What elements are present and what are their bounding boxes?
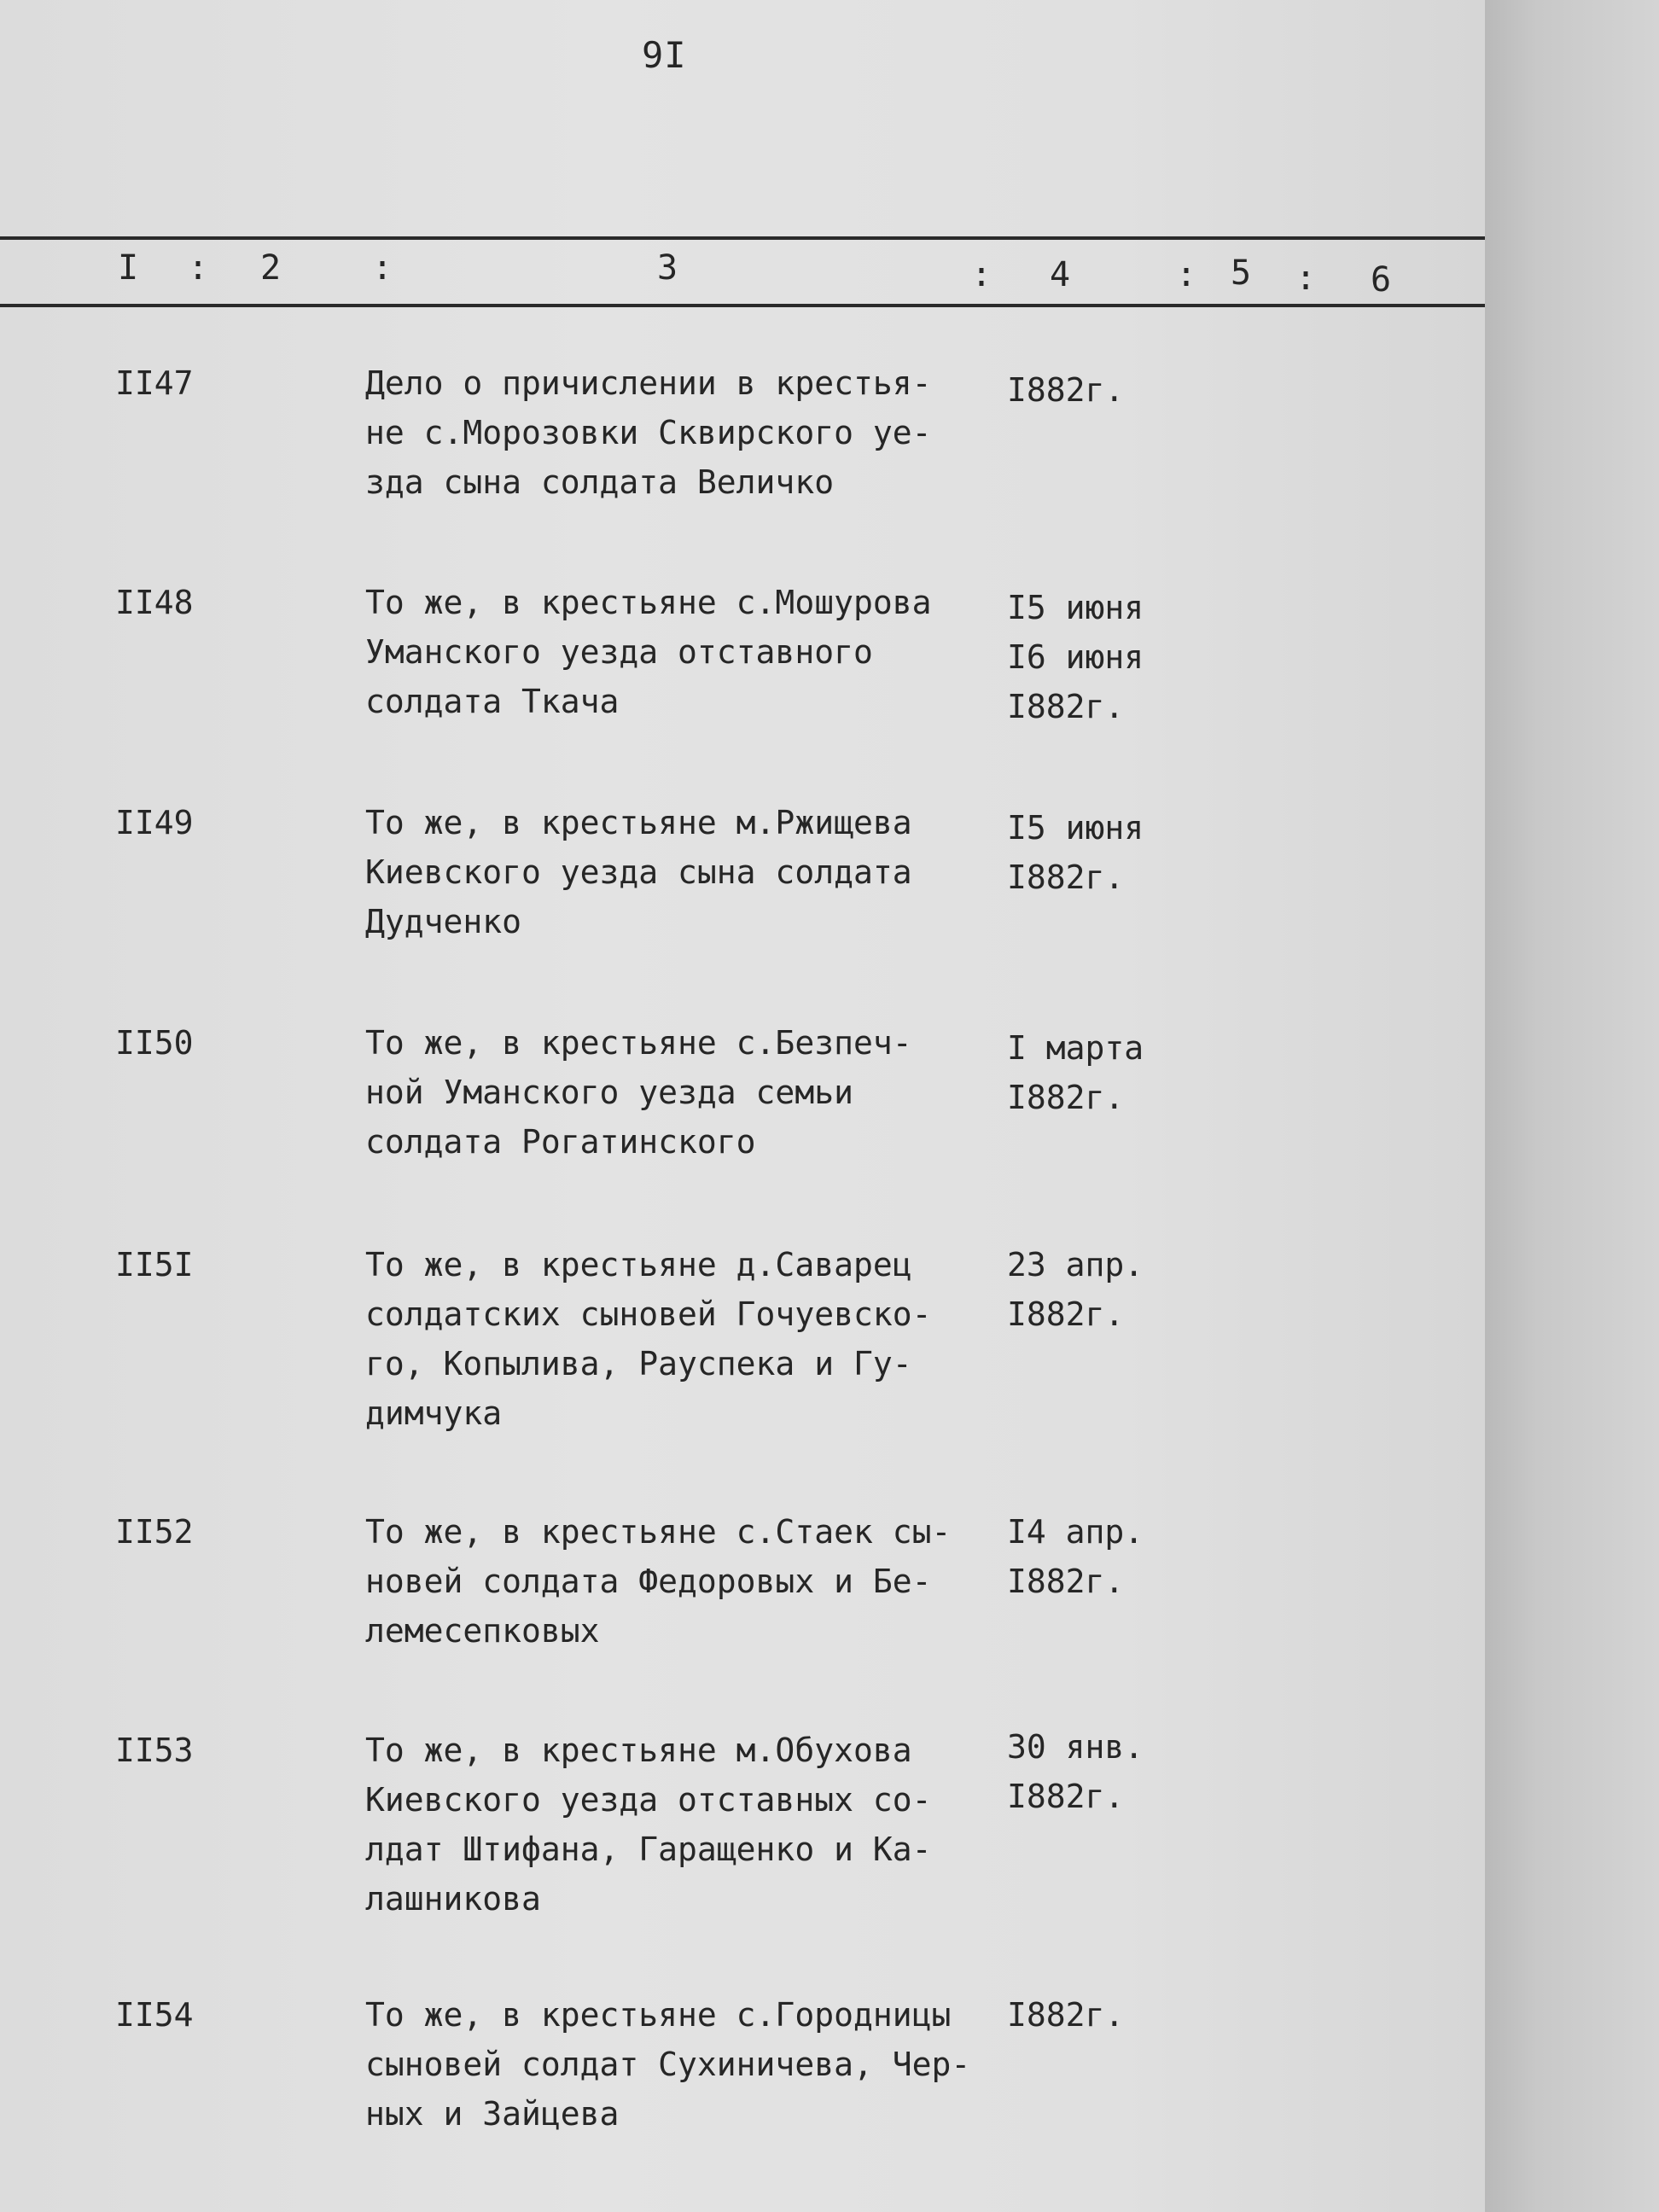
description-line: То же, в крестьяне с.Мошурова xyxy=(365,584,932,621)
case-number: II47 xyxy=(115,364,194,402)
description-line: го, Копылива, Рауспека и Гу- xyxy=(365,1345,912,1382)
case-date xyxy=(1007,583,1178,731)
description-line: Киевского уезда отставных со- xyxy=(365,1781,932,1819)
description-line: солдата Ткача xyxy=(365,683,620,720)
case-description xyxy=(365,798,1014,946)
description-line: зда сына солдата Величко xyxy=(365,463,835,501)
page-number: 9I xyxy=(642,34,687,76)
case-description xyxy=(365,1990,1014,2139)
description-line: солдатских сыновей Гочуевско- xyxy=(365,1295,932,1333)
description-line: сыновей солдат Сухиничева, Чер- xyxy=(365,2046,971,2083)
date-line: I882г. xyxy=(1007,371,1125,409)
description-line: лашникова xyxy=(365,1880,541,1918)
case-number: II48 xyxy=(115,584,194,621)
header-col-2: 2 xyxy=(260,248,282,288)
page-edge-shadow xyxy=(1485,0,1659,2212)
header-col-3: 3 xyxy=(657,248,678,288)
case-date xyxy=(1007,1240,1178,1339)
description-line: То же, в крестьяне с.Стаек сы- xyxy=(365,1513,952,1551)
header-col-5: 5 xyxy=(1231,253,1252,293)
date-line: I4 апр. xyxy=(1007,1513,1144,1551)
description-line: Дело о причислении в крестья- xyxy=(365,364,932,402)
date-line: I882г. xyxy=(1007,1079,1125,1116)
description-line: Уманского уезда отставного xyxy=(365,633,873,671)
description-line: лдат Штифана, Гаращенко и Ка- xyxy=(365,1831,932,1868)
date-line: I882г. xyxy=(1007,1778,1125,1815)
case-number: II52 xyxy=(115,1513,194,1551)
description-line: солдата Рогатинского xyxy=(365,1123,756,1161)
case-number: II53 xyxy=(115,1732,194,1769)
description-line: Киевского уезда сына солдата xyxy=(365,853,912,891)
date-line: I882г. xyxy=(1007,859,1125,896)
description-line: ной Уманского уезда семьи xyxy=(365,1074,853,1111)
header-separator-1: : xyxy=(188,248,209,288)
case-description xyxy=(365,1726,1014,1924)
case-number: II54 xyxy=(115,1996,194,2034)
description-line: новей солдата Федоровых и Бе- xyxy=(365,1563,932,1600)
case-description xyxy=(365,358,1014,507)
case-date xyxy=(1007,1722,1178,1821)
case-date xyxy=(1007,1990,1178,2040)
case-number: II5I xyxy=(115,1246,194,1284)
header-col-6: 6 xyxy=(1371,260,1392,300)
header-col-1: I xyxy=(118,248,139,288)
date-line: I882г. xyxy=(1007,688,1125,725)
case-date xyxy=(1007,1507,1178,1606)
table-header-bottom-rule xyxy=(0,304,1485,307)
description-line: То же, в крестьяне м.Ржищева xyxy=(365,804,912,841)
case-description xyxy=(365,1018,1014,1167)
description-line: То же, в крестьяне с.Городницы xyxy=(365,1996,952,2034)
date-line: I882г. xyxy=(1007,1996,1125,2034)
case-date xyxy=(1007,803,1178,902)
table-header-top-rule xyxy=(0,236,1485,240)
header-col-4: 4 xyxy=(1050,255,1071,294)
case-date xyxy=(1007,365,1178,415)
case-date xyxy=(1007,1023,1178,1122)
date-line: I882г. xyxy=(1007,1563,1125,1600)
date-line: I марта xyxy=(1007,1029,1144,1067)
description-line: Дудченко xyxy=(365,903,522,940)
description-line: То же, в крестьяне м.Обухова xyxy=(365,1732,912,1769)
description-line: не с.Морозовки Сквирского уе- xyxy=(365,414,932,451)
description-line: димчука xyxy=(365,1394,503,1432)
date-line: I5 июня xyxy=(1007,589,1144,626)
description-line: То же, в крестьяне д.Саварец xyxy=(365,1246,912,1284)
description-line: лемесепковых xyxy=(365,1612,600,1650)
date-line: 23 апр. xyxy=(1007,1246,1144,1284)
header-separator-3: : xyxy=(971,255,992,294)
date-line: I6 июня xyxy=(1007,638,1144,676)
case-description xyxy=(365,1507,1014,1656)
description-line: То же, в крестьяне с.Безпеч- xyxy=(365,1024,912,1062)
header-separator-4: : xyxy=(1176,255,1197,294)
header-separator-5: : xyxy=(1295,259,1317,298)
case-description xyxy=(365,1240,1014,1438)
case-number: II49 xyxy=(115,804,194,841)
description-line: ных и Зайцева xyxy=(365,2095,620,2133)
case-description xyxy=(365,578,1014,726)
header-separator-2: : xyxy=(372,248,393,288)
date-line: 30 янв. xyxy=(1007,1728,1144,1766)
date-line: I5 июня xyxy=(1007,809,1144,847)
date-line: I882г. xyxy=(1007,1295,1125,1333)
case-number: II50 xyxy=(115,1024,194,1062)
